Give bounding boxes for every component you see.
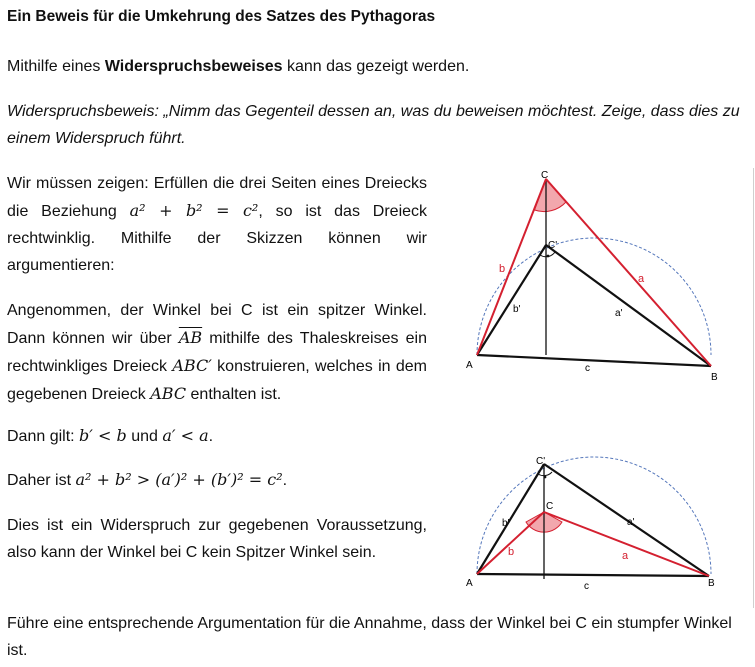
label-b: b (508, 546, 515, 558)
side-b-prime (477, 245, 546, 355)
intro-text-after: kann das gezeigt werden. (282, 58, 470, 75)
label-c: C (546, 501, 554, 512)
inequality-mid: und (126, 428, 163, 445)
assumption-part1: Angenommen, der Winkel bei C ist ein spitzer Winkel. Dann können wir über (7, 302, 427, 347)
label-c-prime: C' (548, 240, 558, 251)
label-c-side: c (584, 581, 589, 592)
pythagoras-formula: a² + b² = c² (129, 201, 259, 220)
intro-paragraph (7, 53, 469, 80)
label-a: a (622, 550, 629, 562)
label-c: C (541, 170, 549, 181)
label-a-prime: a' (627, 517, 635, 528)
page-title: Ein Beweis für die Umkehrung des Satzes des Pythagoras (7, 8, 436, 25)
exercise-paragraph: Führe eine entsprechende Argumentation für die Annahme, dass der Winkel bei C ein stumpfer Winkel ist. (7, 615, 732, 659)
intro-text-before: Mithilfe eines (7, 58, 105, 75)
label-b-vertex: B (711, 372, 718, 383)
label-c-prime: C' (536, 456, 546, 467)
side-a-prime (546, 245, 711, 366)
segment-ab: $\overline{AB}$ (178, 328, 203, 347)
side-b (477, 512, 544, 574)
inequality-paragraph (7, 422, 213, 450)
label-b: b (499, 263, 506, 275)
side-b (477, 179, 546, 355)
label-b-prime: b' (502, 518, 510, 529)
right-angle-arc (538, 472, 552, 476)
conclusion-formula: a² + b² > (a′)² + (b′)² = c² (75, 470, 283, 489)
inequality-a: a′ < a (162, 426, 209, 445)
label-a-vertex: A (466, 578, 473, 589)
intro-bold-term: Widerspruchsbeweises (104, 58, 283, 75)
conclusion-paragraph (7, 466, 287, 494)
right-margin-line (753, 168, 754, 608)
figure-acute-triangle (462, 168, 752, 383)
task-text-after: , so ist das Dreieck rechtwinklig. Mithilfe der Skizzen können wir argumentieren: (7, 203, 428, 274)
inequality-b: b′ < b (79, 426, 127, 445)
definition-quote: Widerspruchsbeweis: „Nimm das Gegenteil dessen an, was du beweisen möchtest. Zeige, dass dies zu einem Widerspruch führt. (7, 103, 740, 147)
label-a: a (638, 273, 645, 285)
contradiction-paragraph: Dies ist ein Widerspruch zur gegebenen Voraussetzung, also kann der Winkel bei C kein Spitzer Winkel sein. (7, 517, 427, 561)
label-a-vertex: A (466, 360, 473, 371)
figure-inner-triangle (462, 452, 752, 592)
right-angle-dot (544, 476, 547, 479)
triangle-abc-prime: ABC′ (172, 356, 212, 375)
right-angle-dot (547, 255, 550, 258)
assumption-paragraph (7, 297, 427, 408)
side-a (546, 179, 711, 366)
side-c (477, 574, 709, 576)
conclusion-after: . (282, 472, 288, 489)
label-a-prime: a' (615, 308, 623, 319)
task-paragraph (7, 170, 427, 279)
inequality-after: . (208, 428, 214, 445)
inequality-before: Dann gilt: (7, 428, 80, 445)
triangle-abc: ABC (150, 384, 187, 403)
assumption-part2: mithilfe des Thaleskreises ein rechtwinkliges Dreieck (7, 330, 427, 375)
assumption-part4: enthalten ist. (186, 386, 282, 403)
side-c (477, 355, 711, 366)
label-b-prime: b' (513, 304, 521, 315)
label-b-vertex: B (708, 578, 715, 589)
thales-semicircle (477, 238, 711, 355)
conclusion-before: Daher ist (7, 472, 76, 489)
label-c-side: c (585, 363, 590, 374)
task-text-before: Wir müssen zeigen: Erfüllen die drei Seiten eines Dreiecks die Beziehung (7, 175, 427, 220)
assumption-part3: konstruieren, welches in dem gegebenen Dreieck (7, 358, 427, 403)
